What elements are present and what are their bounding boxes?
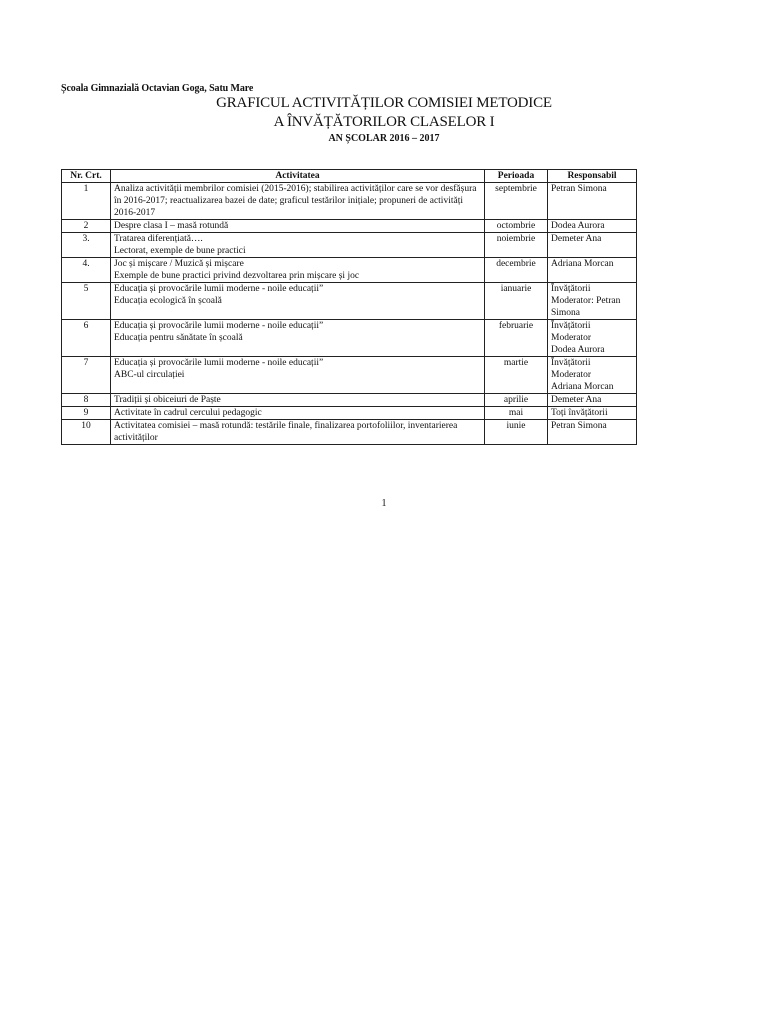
- activities-table: [61, 169, 637, 445]
- responsible-line: Petran Simona: [551, 421, 607, 431]
- responsible-line: Dodea Aurora: [551, 221, 605, 231]
- activity-line: Joc și mișcare / Muzică și mișcare: [114, 259, 244, 269]
- cell-activity: [111, 320, 485, 357]
- cell-activity: [111, 183, 485, 220]
- cell-activity: [111, 258, 485, 283]
- activity-line: Educația și provocările lumii moderne - noile educații”: [114, 358, 324, 368]
- activity-line: Educația și provocările lumii moderne - noile educații”: [114, 284, 324, 294]
- cell-responsible: [548, 183, 637, 220]
- column-header-period: Perioada: [485, 170, 548, 183]
- table-row: [62, 220, 637, 233]
- cell-period: mai: [485, 407, 548, 420]
- cell-nr: 6: [62, 320, 111, 357]
- table-row: [62, 357, 637, 394]
- cell-period: februarie: [485, 320, 548, 357]
- activity-line: Activitate în cadrul cercului pedagogic: [114, 408, 262, 418]
- cell-period: decembrie: [485, 258, 548, 283]
- column-header-responsible: Responsabil: [548, 170, 637, 183]
- activity-line: Lectorat, exemple de bune practici: [114, 246, 246, 256]
- cell-activity: [111, 357, 485, 394]
- activity-line: Despre clasa I – masă rotundă: [114, 221, 229, 231]
- cell-responsible: [548, 420, 637, 445]
- table-row: [62, 258, 637, 283]
- column-header-nr: Nr. Crt.: [62, 170, 111, 183]
- responsible-line: Învățătorii: [551, 358, 591, 368]
- cell-nr: 1: [62, 183, 111, 220]
- document-title-line2: A ÎNVĂȚĂTORILOR CLASELOR I: [273, 114, 495, 130]
- cell-period: ianuarie: [485, 283, 548, 320]
- cell-activity: [111, 407, 485, 420]
- cell-nr: 10: [62, 420, 111, 445]
- activity-line: Tradiții și obiceiuri de Paște: [114, 395, 221, 405]
- cell-responsible: [548, 233, 637, 258]
- responsible-line: Adriana Morcan: [551, 382, 614, 392]
- cell-nr: 4.: [62, 258, 111, 283]
- cell-responsible: [548, 320, 637, 357]
- cell-activity: [111, 394, 485, 407]
- responsible-line: Adriana Morcan: [551, 259, 614, 269]
- table-header-row: [62, 170, 637, 183]
- responsible-line: Moderator: [551, 333, 592, 343]
- cell-nr: 5: [62, 283, 111, 320]
- cell-period: iunie: [485, 420, 548, 445]
- responsible-line: Dodea Aurora: [551, 345, 605, 355]
- cell-period: noiembrie: [485, 233, 548, 258]
- cell-responsible: [548, 394, 637, 407]
- cell-responsible: [548, 407, 637, 420]
- responsible-line: Demeter Ana: [551, 234, 602, 244]
- table-row: [62, 183, 637, 220]
- activity-line: Analiza activității membrilor comisiei (2015-2016); stabilirea activităților care se vor desfășura în 2016-2017; reactualizarea bazei de date; graficul testărilor inițiale; propuneri de activități 2016-2017: [114, 184, 477, 218]
- activity-line: Educația pentru sănătate în școală: [114, 333, 243, 343]
- responsible-line: Moderator: [551, 370, 592, 380]
- cell-nr: 9: [62, 407, 111, 420]
- cell-activity: [111, 420, 485, 445]
- cell-responsible: [548, 220, 637, 233]
- table-row: [62, 233, 637, 258]
- activity-line: Educația ecologică în școală: [114, 296, 222, 306]
- responsible-line: Demeter Ana: [551, 395, 602, 405]
- cell-responsible: [548, 283, 637, 320]
- responsible-line: Învățătorii: [551, 284, 591, 294]
- document-title-line1: GRAFICUL ACTIVITĂȚILOR COMISIEI METODICE: [216, 95, 552, 111]
- responsible-line: Învățătorii: [551, 321, 591, 331]
- cell-responsible: [548, 357, 637, 394]
- column-header-activity: Activitatea: [111, 170, 485, 183]
- cell-activity: [111, 220, 485, 233]
- table-row: [62, 320, 637, 357]
- responsible-line: Moderator: Petran Simona: [551, 296, 621, 318]
- table-row: [62, 283, 637, 320]
- table-row: [62, 407, 637, 420]
- cell-period: martie: [485, 357, 548, 394]
- cell-nr: 3.: [62, 233, 111, 258]
- cell-activity: [111, 283, 485, 320]
- activity-line: Educația și provocările lumii moderne - noile educații”: [114, 321, 324, 331]
- activity-line: Activitatea comisiei – masă rotundă: testările finale, finalizarea portofoliilor, inventarierea activităților: [114, 421, 458, 443]
- cell-period: aprilie: [485, 394, 548, 407]
- page-number: 1: [381, 498, 387, 509]
- cell-nr: 8: [62, 394, 111, 407]
- table-row: [62, 420, 637, 445]
- cell-period: septembrie: [485, 183, 548, 220]
- activity-line: Exemple de bune practici privind dezvoltarea prin mișcare și joc: [114, 271, 360, 281]
- cell-responsible: [548, 258, 637, 283]
- cell-nr: 2: [62, 220, 111, 233]
- table-row: [62, 394, 637, 407]
- activity-line: Tratarea diferențiată….: [114, 234, 203, 244]
- school-year: AN ȘCOLAR 2016 – 2017: [328, 133, 440, 144]
- responsible-line: Toți învățătorii: [551, 408, 608, 418]
- table-body: [62, 183, 637, 445]
- cell-period: octombrie: [485, 220, 548, 233]
- school-name: Școala Gimnazială Octavian Goga, Satu Mare: [61, 83, 254, 94]
- cell-activity: [111, 233, 485, 258]
- responsible-line: Petran Simona: [551, 184, 607, 194]
- cell-nr: 7: [62, 357, 111, 394]
- activity-line: ABC-ul circulației: [114, 370, 185, 380]
